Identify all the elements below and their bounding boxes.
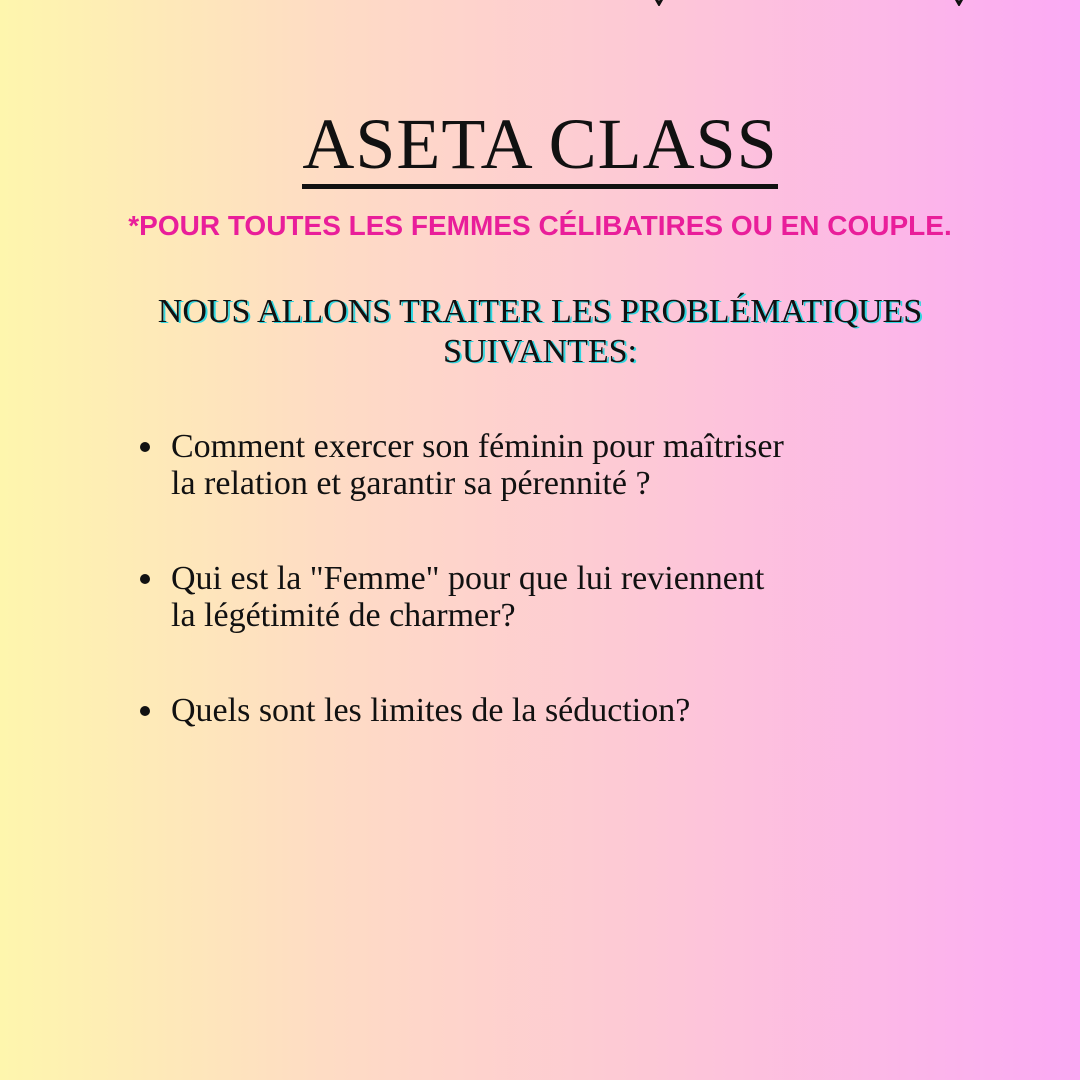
list-item-line-1: Comment exercer son féminin pour maîtriser (171, 428, 784, 465)
list-item-line-2: la relation et garantir sa pérennité ? (171, 465, 651, 502)
intro-line-2: SUIVANTES: (443, 333, 637, 370)
list-item (138, 428, 1018, 502)
topics-list (138, 428, 1018, 729)
list-item-line-1: Qui est la "Femme" pour que lui reviennent (171, 560, 765, 597)
intro-line-1: NOUS ALLONS TRAITER LES PROBLÉMATIQUES (157, 293, 923, 330)
list-item-line-2: la légétimité de charmer? (171, 597, 516, 634)
page-title (0, 104, 1080, 189)
page-title-text: ASETA CLASS (302, 108, 777, 189)
list-item (138, 692, 1018, 729)
list-item-line-1: Quels sont les limites de la séduction? (171, 692, 691, 729)
decorative-heart-icon (650, 0, 668, 6)
intro-heading (90, 292, 990, 372)
audience-subtitle: *POUR TOUTES LES FEMMES CÉLIBATIRES OU EN COUPLE. (128, 210, 952, 241)
decorative-heart-icon (950, 0, 968, 6)
list-item (138, 560, 1018, 634)
